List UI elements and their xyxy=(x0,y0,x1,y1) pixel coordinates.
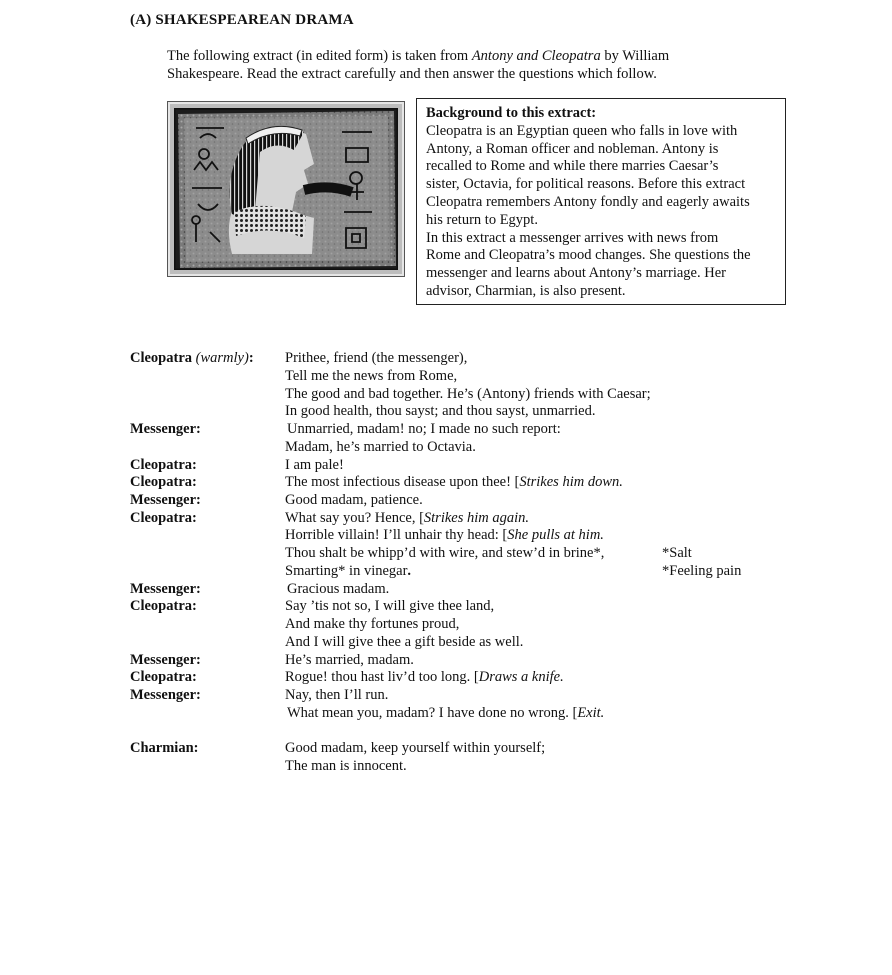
speaker-name: Messenger: xyxy=(130,421,201,437)
dialogue-line: Smarting* in vinegar. xyxy=(285,563,412,579)
dialogue-line: What say you? Hence, [Strikes him again. xyxy=(285,510,530,526)
dialogue-line: Madam, he’s married to Octavia. xyxy=(285,439,476,455)
footnote-gloss: *Feeling pain xyxy=(662,563,742,579)
stage-direction: Strikes him down. xyxy=(519,474,623,490)
intro-text: by William xyxy=(600,48,670,64)
dialogue-line: And I will give thee a gift beside as well. xyxy=(285,634,524,650)
cleopatra-papyrus-image xyxy=(174,108,398,270)
speaker-name: Cleopatra (warmly): xyxy=(130,350,254,366)
dialogue-line: The man is innocent. xyxy=(285,758,407,774)
dialogue-line: Thou shalt be whipp’d with wire, and stew’d in brine*, xyxy=(285,545,605,561)
speaker-name: Cleopatra: xyxy=(130,510,197,526)
background-line: advisor, Charmian, is also present. xyxy=(426,282,626,299)
stage-direction: (warmly) xyxy=(195,350,249,366)
speaker-name: Messenger: xyxy=(130,687,201,703)
background-line: messenger and learns about Antony’s marriage. Her xyxy=(426,265,726,282)
background-line: his return to Egypt. xyxy=(426,211,538,228)
play-title: Antony and Cleopatra xyxy=(471,48,601,64)
stage-direction: She pulls at him. xyxy=(507,527,604,543)
intro-text: Shakespeare. Read the extract carefully and then answer the questions which follow. xyxy=(167,66,657,82)
dialogue-line: Gracious madam. xyxy=(287,581,390,597)
background-line: Rome and Cleopatra’s mood changes. She questions the xyxy=(426,247,751,264)
cleopatra-illustration xyxy=(167,101,405,277)
dialogue-line: He’s married, madam. xyxy=(285,652,414,668)
section-heading: (A) SHAKESPEAREAN DRAMA xyxy=(130,12,354,28)
background-line: recalled to Rome and while there marries Caesar’s xyxy=(426,158,719,175)
speaker-name: Cleopatra: xyxy=(130,598,197,614)
dialogue-line: The most infectious disease upon thee! [Strikes him down. xyxy=(285,474,623,490)
speaker-name: Cleopatra: xyxy=(130,457,197,473)
dialogue-line: Good madam, keep yourself within yourself; xyxy=(285,740,546,756)
dialogue-line: The good and bad together. He’s (Antony) friends with Caesar; xyxy=(285,386,651,402)
background-line: sister, Octavia, for political reasons. Before this extract xyxy=(426,176,746,193)
dialogue-line: In good health, thou sayst; and thou sayst, unmarried. xyxy=(285,403,596,419)
dialogue-line: Say ’tis not so, I will give thee land, xyxy=(285,598,495,614)
intro-text: The following extract (in edited form) is taken from xyxy=(167,48,472,64)
stage-direction: Exit. xyxy=(577,705,605,721)
stage-direction: Draws a knife. xyxy=(478,669,564,685)
dialogue-line: Nay, then I’ll run. xyxy=(285,687,389,703)
speaker-name: Cleopatra: xyxy=(130,474,197,490)
background-line: Cleopatra is an Egyptian queen who falls in love with xyxy=(426,122,738,139)
background-line: Cleopatra remembers Antony fondly and eagerly awaits xyxy=(426,193,750,210)
dialogue-line: Rogue! thou hast liv’d too long. [Draws a knife. xyxy=(285,669,564,685)
speaker-name: Messenger: xyxy=(130,652,201,668)
stage-direction: Strikes him again. xyxy=(423,510,530,526)
speaker-name: Messenger: xyxy=(130,492,201,508)
speaker-name: Messenger: xyxy=(130,581,201,597)
dialogue-line: Prithee, friend (the messenger), xyxy=(285,350,468,366)
speaker-name: Cleopatra: xyxy=(130,669,197,685)
dialogue-line: And make thy fortunes proud, xyxy=(285,616,460,632)
dialogue-line: I am pale! xyxy=(285,457,344,473)
dialogue-line: Tell me the news from Rome, xyxy=(285,368,458,384)
footnote-gloss: *Salt xyxy=(662,545,692,561)
speaker-name: Charmian: xyxy=(130,740,199,756)
dialogue-line: Unmarried, madam! no; I made no such report: xyxy=(287,421,561,437)
dialogue-line: Good madam, patience. xyxy=(285,492,423,508)
dialogue-line: Horrible villain! I’ll unhair thy head: [She pulls at him. xyxy=(285,527,604,543)
background-line: In this extract a messenger arrives with news from xyxy=(426,229,719,246)
dialogue-line: What mean you, madam? I have done no wrong. [Exit. xyxy=(287,705,605,721)
background-title: Background to this extract: xyxy=(426,105,597,121)
intro-paragraph xyxy=(167,47,767,83)
background-box xyxy=(416,98,786,305)
background-line: Antony, a Roman officer and nobleman. Antony is xyxy=(426,140,719,157)
